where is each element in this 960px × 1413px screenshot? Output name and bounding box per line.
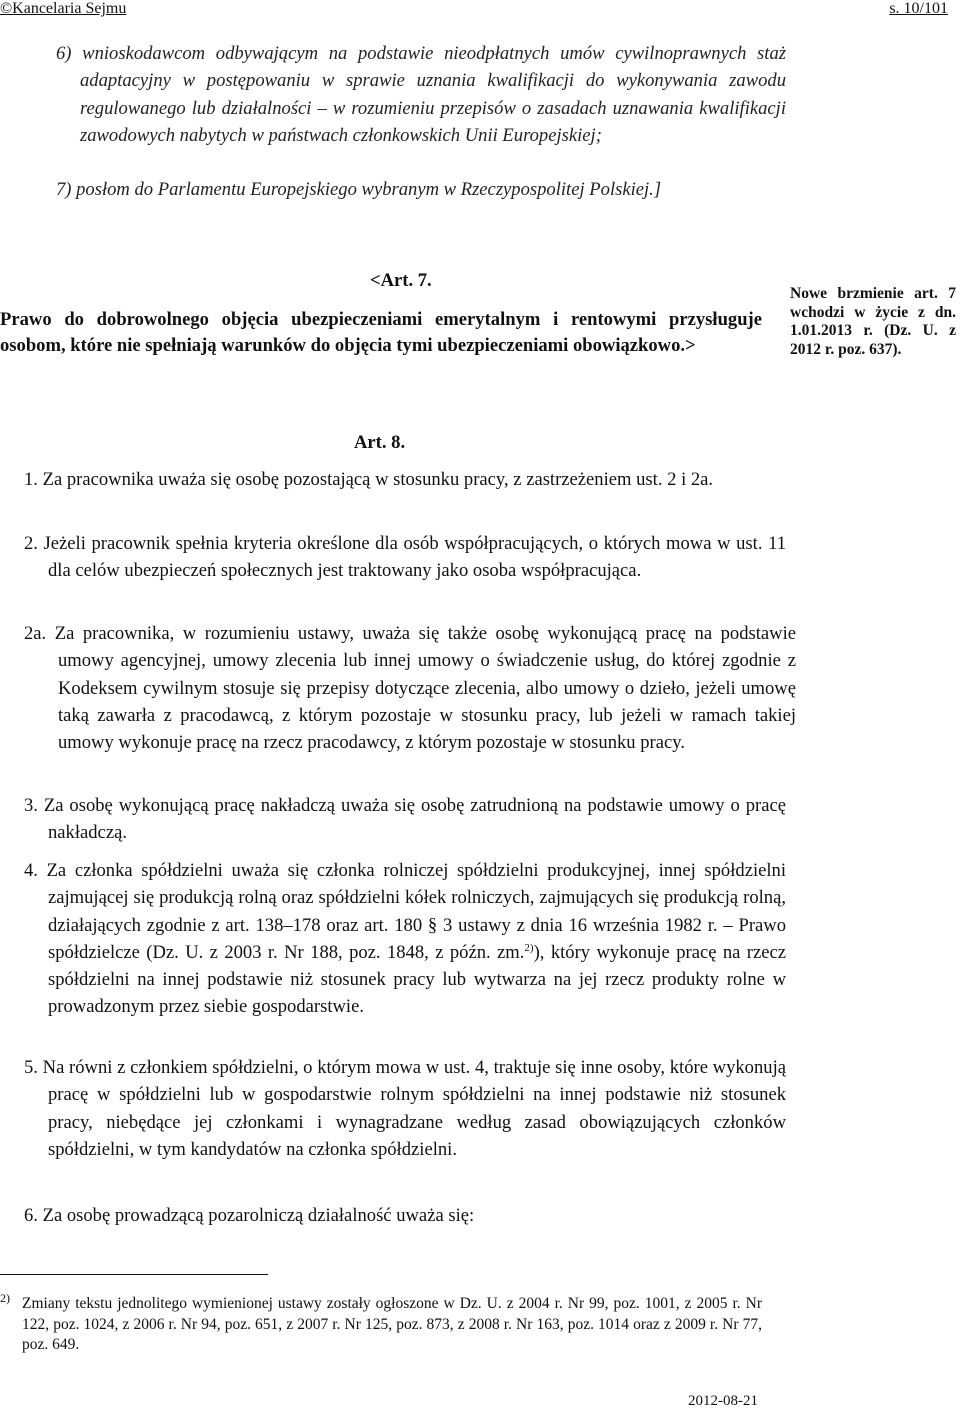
art-7-side-note: Nowe brzmienie art. 7 wchodzi w życie z dn. 1.01.2013 r. (Dz. U. z 2012 r. poz. 637).: [790, 285, 956, 358]
art-8-para-5: 5. Na równi z członkiem spółdzielni, o którym mowa w ust. 4, traktuje się inne osoby, które wykonują pracę w spółdzielni lub w gospodarstwie rolnym spółdzielni na innej podstawie niż stosunek pracy, niebędące jej członkami i wynagradzane według zasad obowiązujących członków spółdzielni, w tym kandydatów na członka spółdzielni.: [24, 1057, 786, 1160]
art-8-para-6: 6. Za osobę prowadzącą pozarolniczą działalność uważa się:: [24, 1205, 475, 1226]
footnote-ref-2[interactable]: 2): [524, 941, 534, 954]
footnote-separator: [0, 1274, 268, 1275]
art-8-para-4: [24, 857, 786, 1021]
art-8-para-4-part-a: 4. Za członka spółdzielni uważa się członka rolniczej spółdzielni produkcyjnej, innej spółdzielni zajmującej się produkcją rolną oraz spółdzielni kółek rolniczych, zajmujących się produkcją rolną, działających zgodnie z art. 138–178 oraz art. 180 § 3 ustawy z dnia 16 września 1982 r. – Prawo spółdzielcze (Dz. U. z 2003 r. Nr 188, poz. 1848, z późn. zm.: [24, 860, 786, 963]
footnote-mark: 2): [0, 1291, 10, 1305]
footer-date: 2012-08-21: [688, 1393, 758, 1409]
header-page-number: s. 10/101: [889, 0, 948, 17]
art-7-heading: <Art. 7.: [370, 270, 432, 291]
art-8-para-1: 1. Za pracownika uważa się osobę pozostającą w stosunku pracy, z zastrzeżeniem ust. 2 i 2a.: [24, 469, 714, 490]
art-8-heading: Art. 8.: [354, 432, 406, 453]
art-8-para-2a: 2a. Za pracownika, w rozumieniu ustawy, uważa się także osobę wykonującą pracę na podstawie umowy agencyjnej, umowy zlecenia lub innej umowy o świadczenie usług, do której zgodnie z Kodeksem cywilnym stosuje się przepisy dotyczące zlecenia, albo umowy o dzieło, jeżeli umowę taką zawarła z pracodawcą, z którym pozostaje w stosunku pracy, lub jeżeli w ramach takiej umowy wykonuje pracę na rzecz pracodawcy, z którym pozostaje w stosunku pracy.: [24, 623, 796, 754]
header-publisher: ©Kancelaria Sejmu: [0, 0, 127, 17]
footnote-text: Zmiany tekstu jednolitego wymienionej ustawy zostały ogłoszone w Dz. U. z 2004 r. Nr 99, poz. 1001, z 2005 r. Nr 122, poz. 1024, z 2006 r. Nr 94, poz. 651, z 2007 r. Nr 125, poz. 873, z 2008 r. Nr 163, poz. 1014 oraz z 2009 r. Nr 77, poz. 649.: [22, 1295, 762, 1353]
prev-item-6: 6) wnioskodawcom odbywającym na podstawie nieodpłatnych umów cywilnoprawnych staż adaptacyjny w postępowaniu w sprawie uznania kwalifikacji do wykonywania zawodu regulowanego lub działalności – w rozumieniu przepisów o zasadach uznawania kwalifikacji zawodowych nabytych w państwach członkowskich Unii Europejskiej;: [56, 43, 786, 146]
art-7-text: Prawo do dobrowolnego objęcia ubezpieczeniami emerytalnym i rentowymi przysługuje osobom, które nie spełniają warunków do objęcia tymi ubezpieczeniami obowiązkowo.>: [0, 309, 762, 356]
art-8-para-3: 3. Za osobę wykonującą pracę nakładczą uważa się osobę zatrudnioną na podstawie umowy o pracę nakładczą.: [24, 795, 786, 844]
prev-item-7: 7) posłom do Parlamentu Europejskiego wybranym w Rzeczypospolitej Polskiej.]: [56, 179, 662, 200]
art-8-para-4-part-b: ), który wykonuje pracę na rzecz spółdzielni na innej podstawie niż stosunek pracy lub wytwarza na jej rzecz produkty rolne w prowadzonym przez siebie gospodarstwie.: [48, 941, 787, 1018]
art-8-para-2: 2. Jeżeli pracownik spełnia kryteria określone dla osób współpracujących, o których mowa w ust. 11 dla celów ubezpieczeń społecznych jest traktowany jako osoba współpracująca.: [24, 533, 786, 582]
